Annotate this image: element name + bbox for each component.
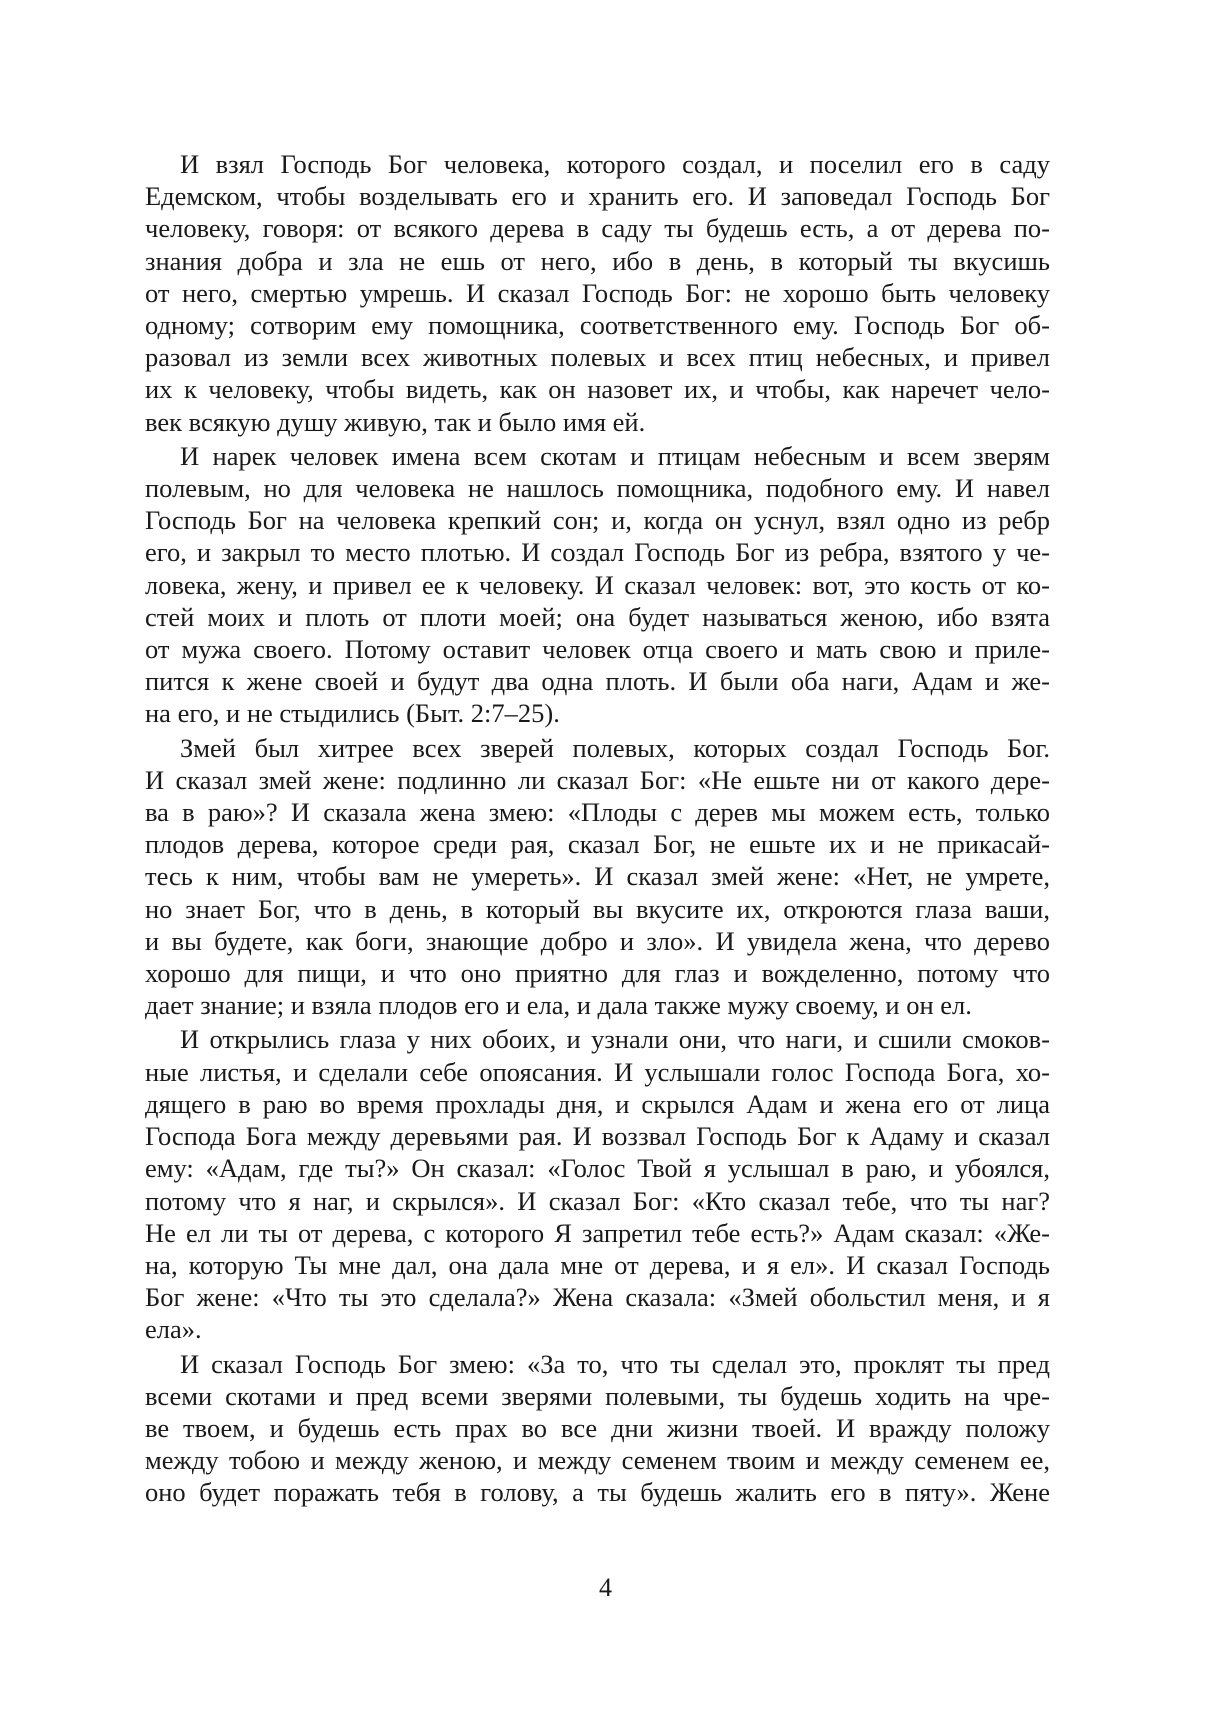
text-line: на, которую Ты мне дал, она дала мне от дерева, и я ел». И сказал Господь — [145, 1249, 1050, 1280]
text-line: И сказал Господь Бог змею: «За то, что ты сделал это, проклят ты пред — [180, 1348, 1050, 1379]
text-line: от мужа своего. Потому оставит человек отца своего и мать свою и приле- — [145, 634, 1050, 665]
text-line: Едемском, чтобы возделывать его и хранить его. И заповедал Господь Бог — [145, 181, 1050, 212]
text-line: Не ел ли ты от дерева, с которого Я запретил тебе есть?» Адам сказал: «Же- — [145, 1217, 1050, 1248]
text-line: одному; сотворим ему помощника, соответственного ему. Господь Бог об- — [145, 310, 1050, 341]
text-line: потому что я наг, и скрылся». И сказал Бог: «Кто сказал тебе, что ты наг? — [145, 1185, 1050, 1216]
text-line: знания добра и зла не ешь от него, ибо в день, в который ты вкусишь — [145, 245, 1050, 276]
text-line: плодов дерева, которое среди рая, сказал Бог, не ешьте их и не прикасай- — [145, 829, 1050, 860]
paragraph — [145, 1023, 1050, 1345]
paragraph — [145, 440, 1050, 730]
text-line: дает знание; и взяла плодов его и ела, и дала также мужу своему, и он ел. — [145, 990, 972, 1021]
text-line: разовал из земли всех животных полевых и всех птиц небесных, и привел — [145, 342, 1050, 373]
text-line: на его, и не стыдились (Быт. 2:7–25). — [145, 698, 560, 729]
text-line: их к человеку, чтобы видеть, как он назовет их, и чтобы, как наречет чело- — [145, 374, 1050, 405]
text-line: но знает Бог, что в день, в который вы вкусите их, откроются глаза ваши, — [145, 893, 1050, 924]
text-line: хорошо для пищи, и что оно приятно для глаз и вожделенно, потому что — [145, 958, 1050, 989]
text-line: между тобою и между женою, и между семенем твоим и между семенем ее, — [145, 1445, 1050, 1476]
text-line: ве твоем, и будешь есть прах во все дни жизни твоей. И вражду положу — [145, 1412, 1050, 1443]
text-line: И открылись глаза у них обоих, и узнали они, что наги, и сшили смоков- — [180, 1024, 1050, 1055]
page-number: 4 — [599, 1573, 612, 1602]
text-line: Змей был хитрее всех зверей полевых, которых создал Господь Бог. — [180, 732, 1050, 763]
text-line: дящего в раю во время прохлады дня, и скрылся Адам и жена его от лица — [145, 1088, 1050, 1119]
text-line: и вы будете, как боги, знающие добро и зло». И увидела жена, что дерево — [145, 925, 1050, 956]
text-line: полевым, но для человека не нашлось помощника, подобного ему. И навел — [145, 473, 1050, 504]
text-line: тесь к ним, чтобы вам не умереть». И сказал змей жене: «Нет, не умрете, — [145, 861, 1050, 892]
text-line: И нарек человек имена всем скотам и птицам небесным и всем зверям — [180, 440, 1050, 471]
text-line: И взял Господь Бог человека, которого создал, и поселил его в саду — [180, 149, 1050, 179]
paragraph — [145, 732, 1050, 1022]
text-line: ные листья, и сделали себе опоясания. И услышали голос Господа Бога, хо- — [145, 1056, 1050, 1087]
text-line: ела». — [145, 1314, 202, 1345]
text-line: ва в раю»? И сказала жена змею: «Плоды с дерев мы можем есть, только — [145, 797, 1050, 828]
text-line: его, и закрыл то место плотью. И создал Господь Бог из ребра, взятого у че- — [145, 537, 1050, 568]
text-line: Господа Бога между деревьями рая. И воззвал Господь Бог к Адаму и сказал — [145, 1121, 1050, 1152]
text-line: от него, смертью умрешь. И сказал Господь Бог: не хорошо быть человеку — [145, 277, 1050, 308]
text-line: всеми скотами и пред всеми зверями полевыми, ты будешь ходить на чре- — [145, 1380, 1050, 1411]
text-line: ловека, жену, и привел ее к человеку. И сказал человек: вот, это кость от ко- — [145, 569, 1050, 600]
paragraph — [145, 148, 1050, 438]
text-line: ему: «Адам, где ты?» Он сказал: «Голос Твой я услышал в раю, и убоялся, — [145, 1153, 1050, 1184]
text-line: пится к жене своей и будут два одна плоть. И были оба наги, Адам и же- — [145, 666, 1050, 697]
text-line: Бог жене: «Что ты это сделала?» Жена сказала: «Змей обольстил меня, и я — [145, 1282, 1050, 1313]
text-line: И сказал змей жене: подлинно ли сказал Бог: «Не ешьте ни от какого дере- — [145, 764, 1050, 795]
body-text — [145, 148, 1050, 1511]
text-line: человеку, говоря: от всякого дерева в саду ты будешь есть, а от дерева по- — [145, 213, 1050, 244]
paragraph — [145, 1348, 1050, 1509]
text-line: век всякую душу живую, так и было имя ей. — [145, 406, 646, 437]
text-line: стей моих и плоть от плоти моей; она будет называться женою, ибо взята — [145, 601, 1050, 632]
text-line: Господь Бог на человека крепкий сон; и, когда он уснул, взял одно из ребр — [145, 505, 1050, 536]
text-line: оно будет поражать тебя в голову, а ты будешь жалить его в пяту». Жене — [145, 1477, 1050, 1508]
